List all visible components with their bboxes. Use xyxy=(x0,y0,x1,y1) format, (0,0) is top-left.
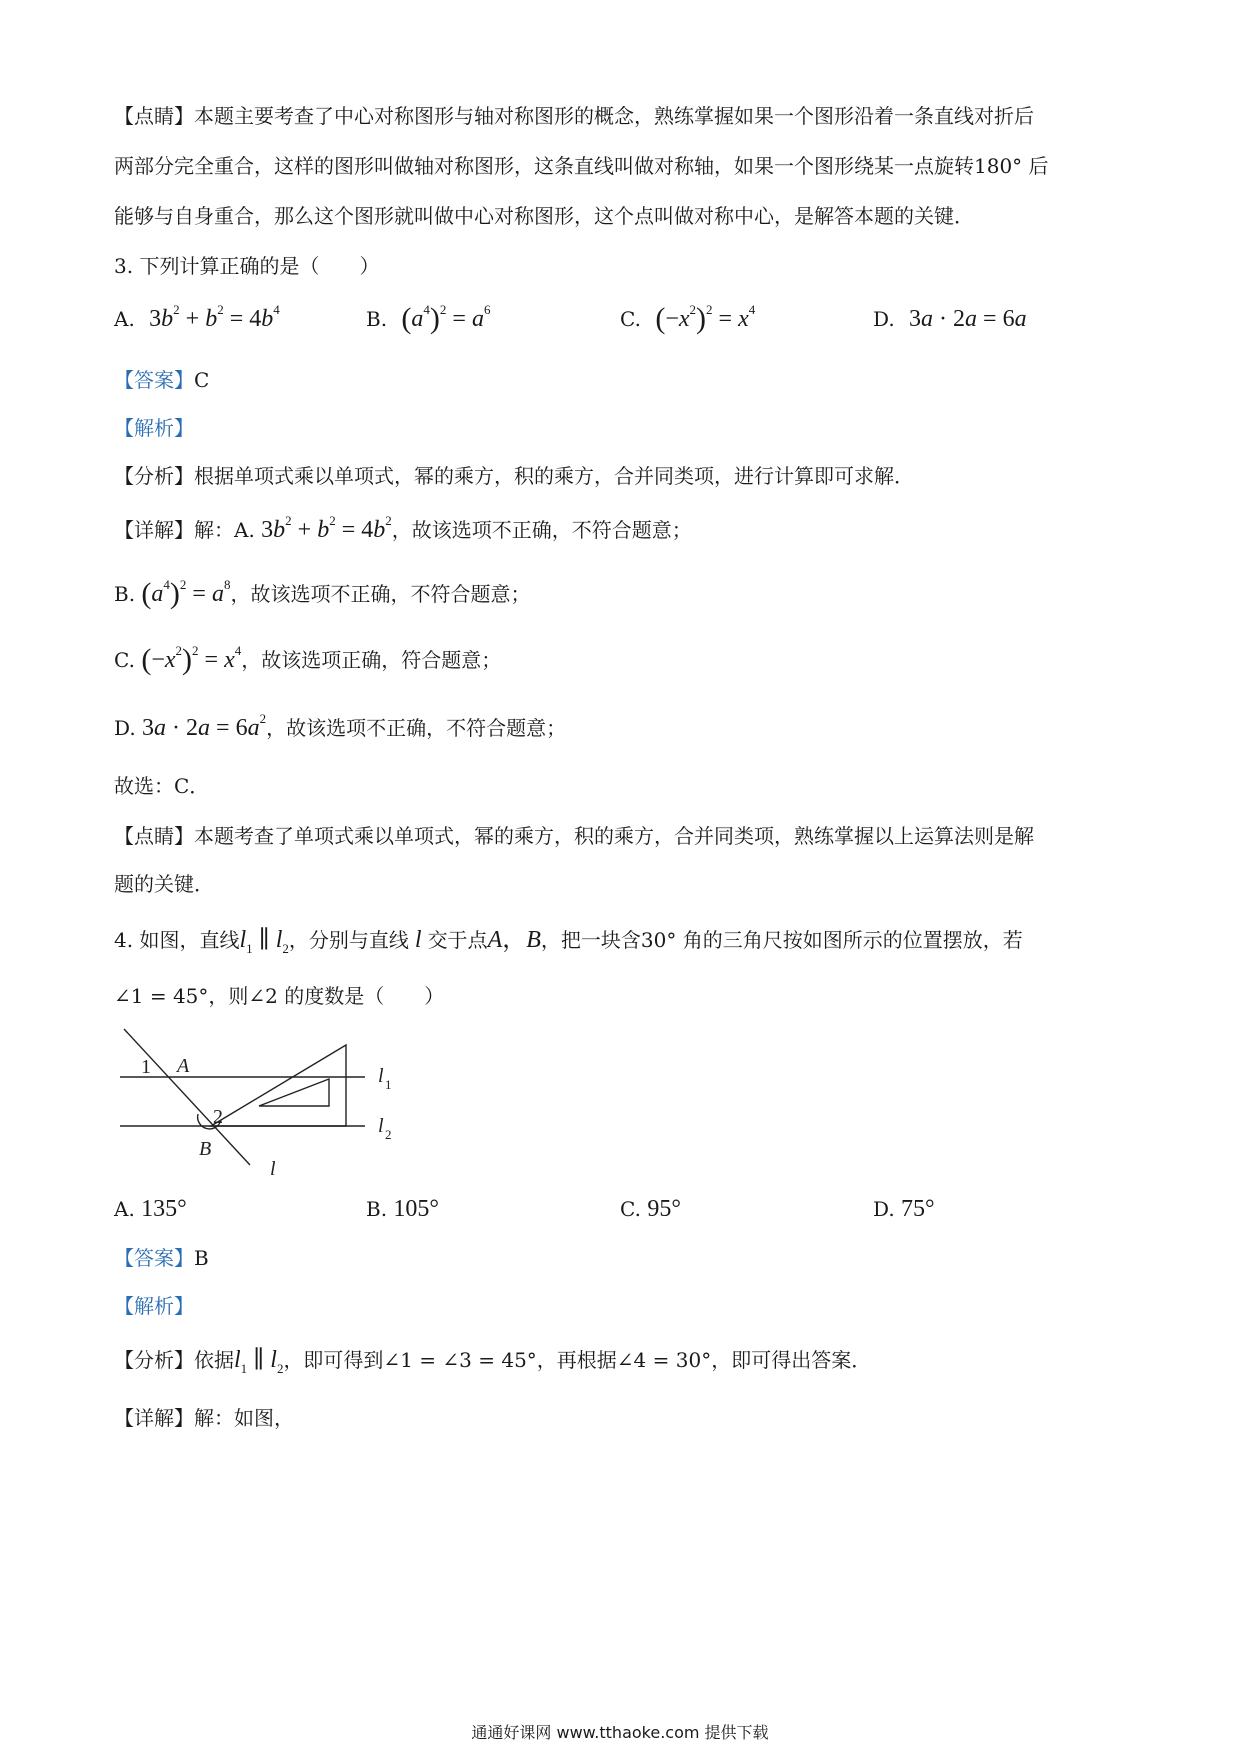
set-square-inner xyxy=(259,1079,329,1106)
q3-dianjing-1: 【点睛】本题考查了单项式乘以单项式，幂的乘方，积的乘方，合并同类项，熟练掌握以上运算法则是解 xyxy=(114,824,1034,848)
q4-stem-1: 4. 如图，直线$l_1$ ∥ $l_2$，分别与直线 l 交于点A，B，把一块含30° 角的三角尺按如图所示的位置摆放，若 xyxy=(114,927,1023,956)
q4-option-b: B. 105° xyxy=(366,1196,440,1222)
intro-line-1: 【点睛】本题主要考查了中心对称图形与轴对称图形的概念，熟练掌握如果一个图形沿着一条直线对折后 xyxy=(114,104,1034,128)
q4-figure xyxy=(110,1025,410,1180)
set-square-outer xyxy=(211,1045,346,1126)
q3-detail-c: C. $(-x^2)^2 = x^4$，故该选项正确，符合题意； xyxy=(114,643,502,676)
q3-option-c: C. $(-x^2)^2 = x^4$ xyxy=(620,302,756,335)
q4-fenxi: 【分析】依据$l_1$ ∥ $l_2$，即可得到∠1 = ∠3 = 45°，再根据∠4 = 30°，即可得出答案． xyxy=(114,1347,872,1376)
label-l1-sub: 1 xyxy=(385,1077,392,1092)
q3-dianjing-2: 题的关键． xyxy=(114,872,214,896)
q3-detail-d: D. $3a \cdot 2a = 6a^2$，故该选项不正确，不符合题意； xyxy=(114,711,567,741)
q3-detail-b: B. $(a^4)^2 = a^8$，故该选项不正确，不符合题意； xyxy=(114,577,531,610)
q4-analysis-tag: 【解析】 xyxy=(114,1294,194,1318)
q3-option-d: D. 3a · 2a = 6a xyxy=(873,306,1027,332)
q4-answer: 【答案】B xyxy=(114,1246,209,1270)
label-1: 1 xyxy=(141,1056,151,1078)
page-footer: 通通好课网 www.tthaoke.com 提供下载 xyxy=(471,1723,769,1742)
tag-dianjing: 【点睛】 xyxy=(114,104,194,128)
q3-option-a: A. $3b^2 + b^2 = 4b^4$ xyxy=(114,302,280,332)
q4-option-d: D. 75° xyxy=(873,1196,935,1222)
q3-option-b: B. $(a^4)^2 = a^6$ xyxy=(366,302,491,335)
q4-option-a: A. 135° xyxy=(114,1196,187,1222)
q4-stem-2: ∠1 = 45°，则∠2 的度数是（ ） xyxy=(114,984,445,1008)
label-B: B xyxy=(199,1138,212,1160)
q3-detail-a: 【详解】解：A. $3b^2 + b^2 = 4b^2$，故该选项不正确，不符合题意； xyxy=(114,513,692,543)
q3-analysis-tag: 【解析】 xyxy=(114,416,194,440)
label-l: l xyxy=(270,1158,276,1180)
label-l2: l xyxy=(378,1115,384,1137)
label-l1: l xyxy=(378,1065,384,1087)
intro-line-2: 两部分完全重合，这样的图形叫做轴对称图形，这条直线叫做对称轴，如果一个图形绕某一点旋转180° 后 xyxy=(114,154,1049,178)
line-l xyxy=(124,1029,250,1165)
label-A: A xyxy=(177,1055,190,1077)
label-2: 2 xyxy=(213,1106,223,1128)
intro-line-3: 能够与自身重合，那么这个图形就叫做中心对称图形，这个点叫做对称中心，是解答本题的关键． xyxy=(114,204,974,228)
label-l2-sub: 2 xyxy=(385,1127,392,1142)
q3-stem: 3. 下列计算正确的是（ ） xyxy=(114,254,380,278)
q3-answer: 【答案】C xyxy=(114,368,210,392)
q3-choose: 故选：C． xyxy=(114,774,210,798)
q3-fenxi: 【分析】根据单项式乘以单项式，幂的乘方，积的乘方，合并同类项，进行计算即可求解． xyxy=(114,464,914,488)
q4-option-c: C. 95° xyxy=(620,1196,681,1222)
q4-xiangjie: 【详解】解：如图， xyxy=(114,1406,294,1430)
